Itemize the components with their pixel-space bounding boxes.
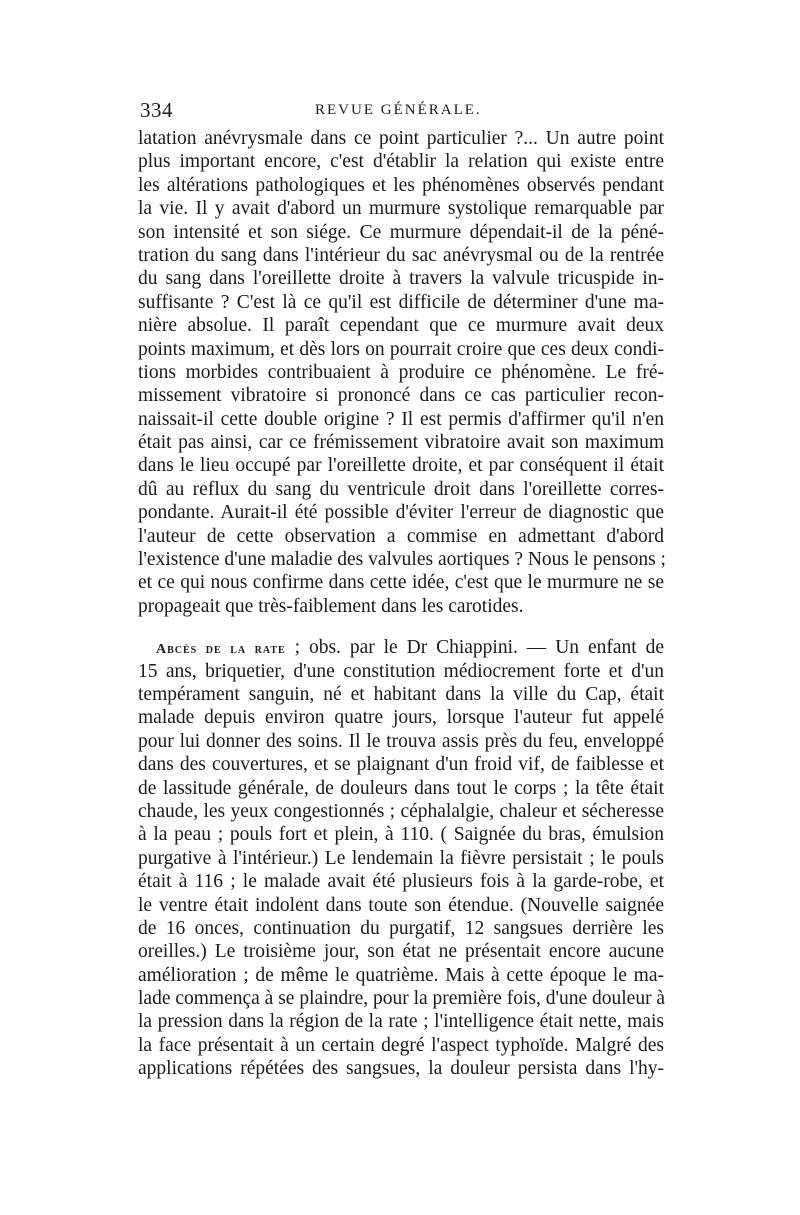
text-line: de 16 onces, continuation du purgatif, 12 sangsues derrière les (138, 917, 664, 939)
body-text (138, 127, 664, 1081)
text-line: malade depuis environ quatre jours, lorsque l'auteur fut appelé (138, 707, 664, 729)
running-title: REVUE GÉNÉRALE. (315, 102, 482, 118)
paragraph-spacer (138, 618, 664, 636)
text-line: le ventre était indolent dans toute son étendue. (Nouvelle saignée (138, 894, 664, 916)
text-line: tempérament sanguin, né et habitant dans la ville du Cap, était (138, 683, 664, 705)
text-line: dans le lieu occupé par l'oreillette droite, et par conséquent il était (138, 455, 664, 477)
text-line: oreilles.) Le troisième jour, son état ne présentait encore aucune (138, 941, 664, 963)
text-line: pour lui donner des soins. Il le trouva assis près du feu, enveloppé (138, 730, 664, 752)
section-first-line (138, 636, 664, 659)
text-line: dû au reflux du sang du ventricule droit dans l'oreillette corres- (138, 478, 664, 500)
text-line: la pression dans la région de la rate ; l'intelligence était nette, mais (138, 1011, 664, 1033)
text-line: était pas ainsi, car ce frémissement vibratoire avait son maximum (138, 432, 664, 454)
text-line: 15 ans, briquetier, d'une constitution médiocrement forte et d'un (138, 660, 664, 682)
section-heading: Abcès de la rate (156, 642, 286, 658)
text-line: les altérations pathologiques et les phénomènes observés pendant (138, 174, 664, 196)
text-line: dans des couvertures, et se plaignant d'un froid vif, de faiblesse et (138, 754, 664, 776)
text-line: applications répétées des sangsues, la douleur persista dans l'hy- (138, 1058, 664, 1080)
paragraph-aneurysm-discussion (138, 127, 664, 618)
text-line: de lassitude générale, de douleurs dans tout le corps ; la tête était (138, 777, 664, 799)
text-line: naissait-il cette double origine ? Il est permis d'affirmer qu'il n'en (138, 408, 664, 430)
text-line: lade commença à se plaindre, pour la première fois, d'une douleur à (138, 988, 666, 1010)
section-first-line-text: ; obs. par le Dr Chiappini. — Un enfant de (294, 637, 665, 659)
text-line: points maximum, et dès lors on pourrait croire que ces deux condi- (138, 338, 664, 360)
text-line: l'existence d'une maladie des valvules aortiques ? Nous le pensons ; (138, 549, 666, 571)
text-line: missement vibratoire si prononcé dans ce cas particulier recon- (138, 385, 664, 407)
page-number: 334 (140, 98, 173, 122)
text-line: tration du sang dans l'intérieur du sac anévrysmal ou de la rentrée (138, 244, 664, 266)
text-line: pondante. Aurait-il été possible d'éviter l'erreur de diagnostic que (138, 502, 664, 524)
text-line: propageait que très-faiblement dans les carotides. (138, 595, 524, 617)
text-line: l'auteur de cette observation a commise en admettant d'abord (138, 525, 664, 547)
text-line: purgative à l'intérieur.) Le lendemain la fièvre persistait ; le pouls (138, 847, 664, 869)
text-line: tions morbides contribuaient à produire ce phénomène. Le fré- (138, 361, 664, 383)
page-header (140, 98, 664, 126)
text-line: la face présentait à un certain degré l'aspect typhoïde. Malgré des (138, 1034, 664, 1056)
text-line: amélioration ; de même le quatrième. Mais à cette époque le ma- (138, 964, 664, 986)
text-line: était à 116 ; le malade avait été plusieurs fois à la garde-robe, et (138, 871, 664, 893)
text-line: la vie. Il y avait d'abord un murmure systolique remarquable par (138, 198, 664, 220)
text-line: son intensité et son siége. Ce murmure dépendait-il de la péné- (138, 221, 664, 243)
text-line: à la peau ; pouls fort et plein, à 110. ( Saignée du bras, émulsion (138, 824, 664, 846)
text-line: chaude, les yeux congestionnés ; céphalalgie, chaleur et sécheresse (138, 800, 664, 822)
text-line: nière absolue. Il paraît cependant que ce murmure avait deux (138, 315, 664, 337)
text-line: plus important encore, c'est d'établir la relation qui existe entre (138, 151, 664, 173)
paragraph-spleen-abscess (138, 636, 664, 1080)
text-line: et ce qui nous confirme dans cette idée, c'est que le murmure ne se (138, 572, 664, 594)
text-line: latation anévrysmale dans ce point particulier ?... Un autre point (138, 128, 664, 149)
text-line: suffisante ? C'est là ce qu'il est difficile de déterminer d'une ma- (138, 291, 664, 313)
text-line: du sang dans l'oreillette droite à travers la valvule tricuspide in- (138, 268, 664, 290)
